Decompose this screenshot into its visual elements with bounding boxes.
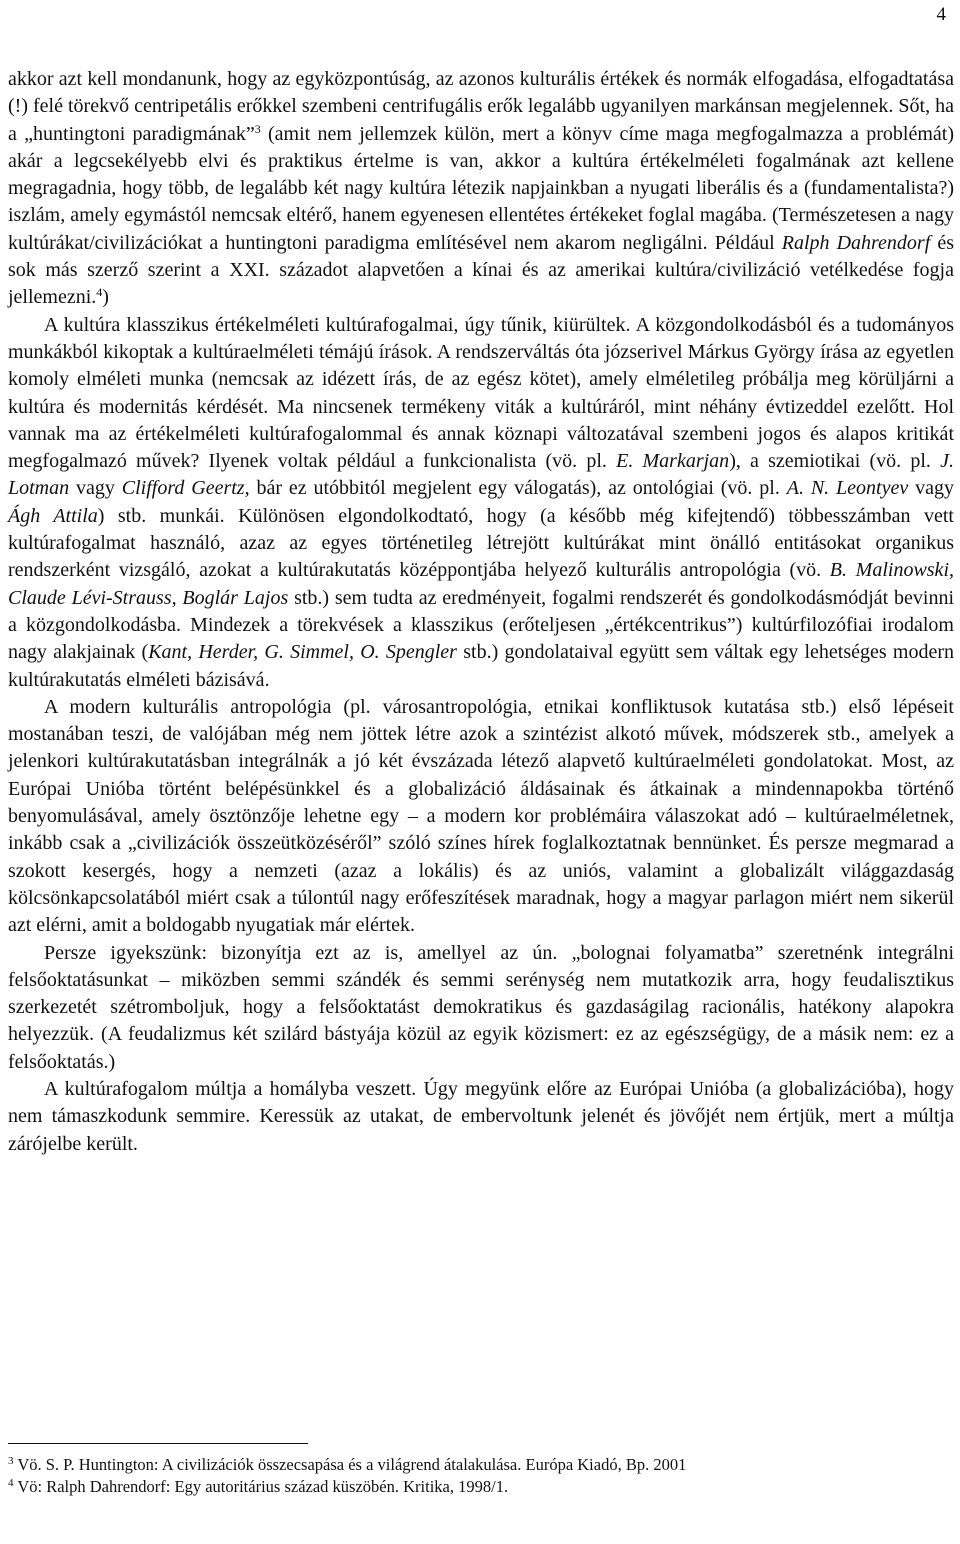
text-run: A modern kulturális antropológia (pl. városantropológia, etnikai konfliktusok kutatása stb.) első lépéseit mostanában teszi, de valójában még nem jöttek létre azok a szintézist alkotó művek, módszerek stb., amelyek a jelenkori kultúrakutatásban integrálnák a jó két évszázada létező alapvető kultúraelméleti gondolatokat. Most, az Európai Unióba történt belépésünkkel és a globalizáció áldásainak és átkainak a mindennapokba történő benyomulásával, amely ösztönzője lehetne egy – a modern kor problémáira válaszokat adó – kultúraelméletnek, inkább csak a „civilizációk összeütközéséről” szóló színes hírek foglalkoztatnak bennünket. És persze megmarad a szokott kesergés, hogy a nemzeti (azaz a lokális) és az uniós, valamint a globalizált világgazdaság kölcsönkapcsolatából miért csak a túlontúl nagy erőfeszítések maradnak, hogy a magyar parlagon miért nem sikerül azt elérni, amit a boldogabb nyugatiak már elértek.	[8, 695, 954, 937]
text-run: ), a szemiotikai (vö. pl.	[729, 450, 941, 473]
text-run: vagy	[908, 477, 954, 500]
italic-text: E. Markarjan	[616, 450, 730, 473]
footnotes	[8, 1454, 954, 1498]
italic-text: B. Malinowski, Claude Lévi-Strauss, Boglár Lajos	[8, 559, 954, 609]
paragraph	[8, 940, 954, 1076]
paragraph	[8, 66, 954, 312]
italic-text: Ralph Dahrendorf	[781, 231, 931, 254]
text-run: A kultúrafogalom múltja a homályba veszett. Úgy megyünk előre az Európai Unióba (a globalizációba), hogy nem támaszkodunk semmire. Keressük az utakat, de embervoltunk jelenét és jövőjét nem értjük, mert a múltja zárójelbe került.	[8, 1077, 954, 1155]
footnote-number: 3	[8, 1455, 14, 1467]
text-run: (amit nem jellemzek külön, mert a könyv címe maga megfogalmazza a problémát) akár a legcsekélyebb elvi és praktikus értelme is van, akkor a kultúra értékelméleti fogalmának azt kellene megragadnia, hogy több, de legalább két nagy kultúra létezik napjainkban a nyugati liberális és a (fundamentalista?) iszlám, amely egymástól nemcsak eltérő, hanem egyenesen ellentétes értékeket foglal magába. (Természetesen a nagy kultúrákat/civilizációkat a huntingtoni paradigma említésével nem akarom negligálni. Például	[8, 122, 954, 254]
footnote-3	[8, 1454, 954, 1476]
paragraph	[8, 694, 954, 940]
text-run: , bár ez utóbbitól megjelent egy válogatás), az ontológiai (vö. pl.	[244, 477, 787, 500]
italic-text: Kant, Herder, G. Simmel, O. Spengler	[148, 641, 457, 664]
footnote-4	[8, 1476, 954, 1498]
footnote-number: 4	[8, 1477, 14, 1489]
text-run: Persze igyekszünk: bizonyítja ezt az is, amellyel az ún. „bolognai folyamatba” szeretnénk integrálni felsőoktatásunkat – miközben semmi szándék és semmi serénység nem mutatkozik arra, hogy feudalisztikus szerkezetét szétromboljuk, hogy a felsőoktatást demokratikus és gazdaságilag racionális, hatékony alapokra helyezzük. (A feudalizmus két szilárd bástyája közül az egyik közismert: ez az egészségügy, de a másik nem: ez a felsőoktatás.)	[8, 941, 954, 1073]
text-run: és sok más szerző szerint a XXI. századot alapvetően a kínai és az amerikai kultúra/civilizáció vetélkedése fogja jellemezni.	[8, 231, 954, 309]
italic-text: Clifford Geertz	[121, 477, 245, 500]
text-run: ) stb. munkái. Különösen elgondolkodtató, hogy (a később még kifejtendő) többesszámban vett kultúrafogalmat használó, azaz az egyes történetileg létrejött kultúrákat mint önálló entitásokat organikus rendszerként vizsgáló, azokat a kultúrakutatás középpontjába helyező kulturális antropológia (vö.	[8, 504, 954, 582]
footnote-text: Vö: Ralph Dahrendorf: Egy autoritárius század küszöbén. Kritika, 1998/1.	[13, 1477, 509, 1496]
footnote-reference: 4	[96, 285, 103, 300]
italic-text: A. N. Leontyev	[786, 477, 909, 500]
paragraph	[8, 1076, 954, 1158]
footnote-text: Vö. S. P. Huntington: A civilizációk összecsapása és a világrend átalakulása. Európa Kiadó, Bp. 2001	[13, 1455, 687, 1474]
text-run: stb.) gondolataival együtt sem váltak egy lehetséges modern kultúrakutatás elméleti bázisává.	[8, 641, 955, 691]
text-run: stb.) sem tudta az eredményeit, fogalmi rendszerét és gondolkodásmódját bevinni a közgondolkodásba. Mindezek a törekvések a klasszikus (erőteljesen „értékcentrikus”) kultúrfilozófiai irodalom nagy alakjainak (	[8, 586, 954, 664]
text-run: )	[102, 286, 109, 309]
paragraph	[8, 312, 954, 694]
italic-text: J. Lotman	[8, 450, 954, 500]
footnote-separator	[8, 1443, 308, 1444]
footnote-reference: 3	[254, 121, 261, 136]
italic-text: Ágh Attila	[8, 504, 98, 527]
page-number: 4	[936, 4, 946, 25]
body-text	[8, 66, 954, 1158]
text-run: A kultúra klasszikus értékelméleti kultúrafogalmai, úgy tűnik, kiürültek. A közgondolkodásból és a tudományos munkákból kikoptak a kultúraelméleti témájú írások. A rendszerváltás óta józserivel Márkus György írása az egyetlen komoly elméleti munka (nemcsak az idézett írás, de az egész kötet), amely elméletileg próbálja meg körüljárni a kultúra és modernitás kérdését. Ma nincsenek termékeny viták a kultúráról, mint néhány évtizeddel ezelőtt. Hol vannak ma az értékelméleti kultúrafogalommal és annak köznapi változatával szembeni jogos és alapos kritikát megfogalmazó művek? Ilyenek voltak például a funkcionalista (vö. pl.	[8, 313, 954, 473]
text-run: akkor azt kell mondanunk, hogy az egyközpontúság, az azonos kulturális értékek és normák elfogadása, elfogadtatása (!) felé törekvő centripetális erőkkel szembeni centrifugális erők legalább ugyanilyen markánsan megjelennek. Sőt, ha a „huntingtoni paradigmának”	[8, 68, 954, 145]
text-run: vagy	[69, 477, 122, 500]
